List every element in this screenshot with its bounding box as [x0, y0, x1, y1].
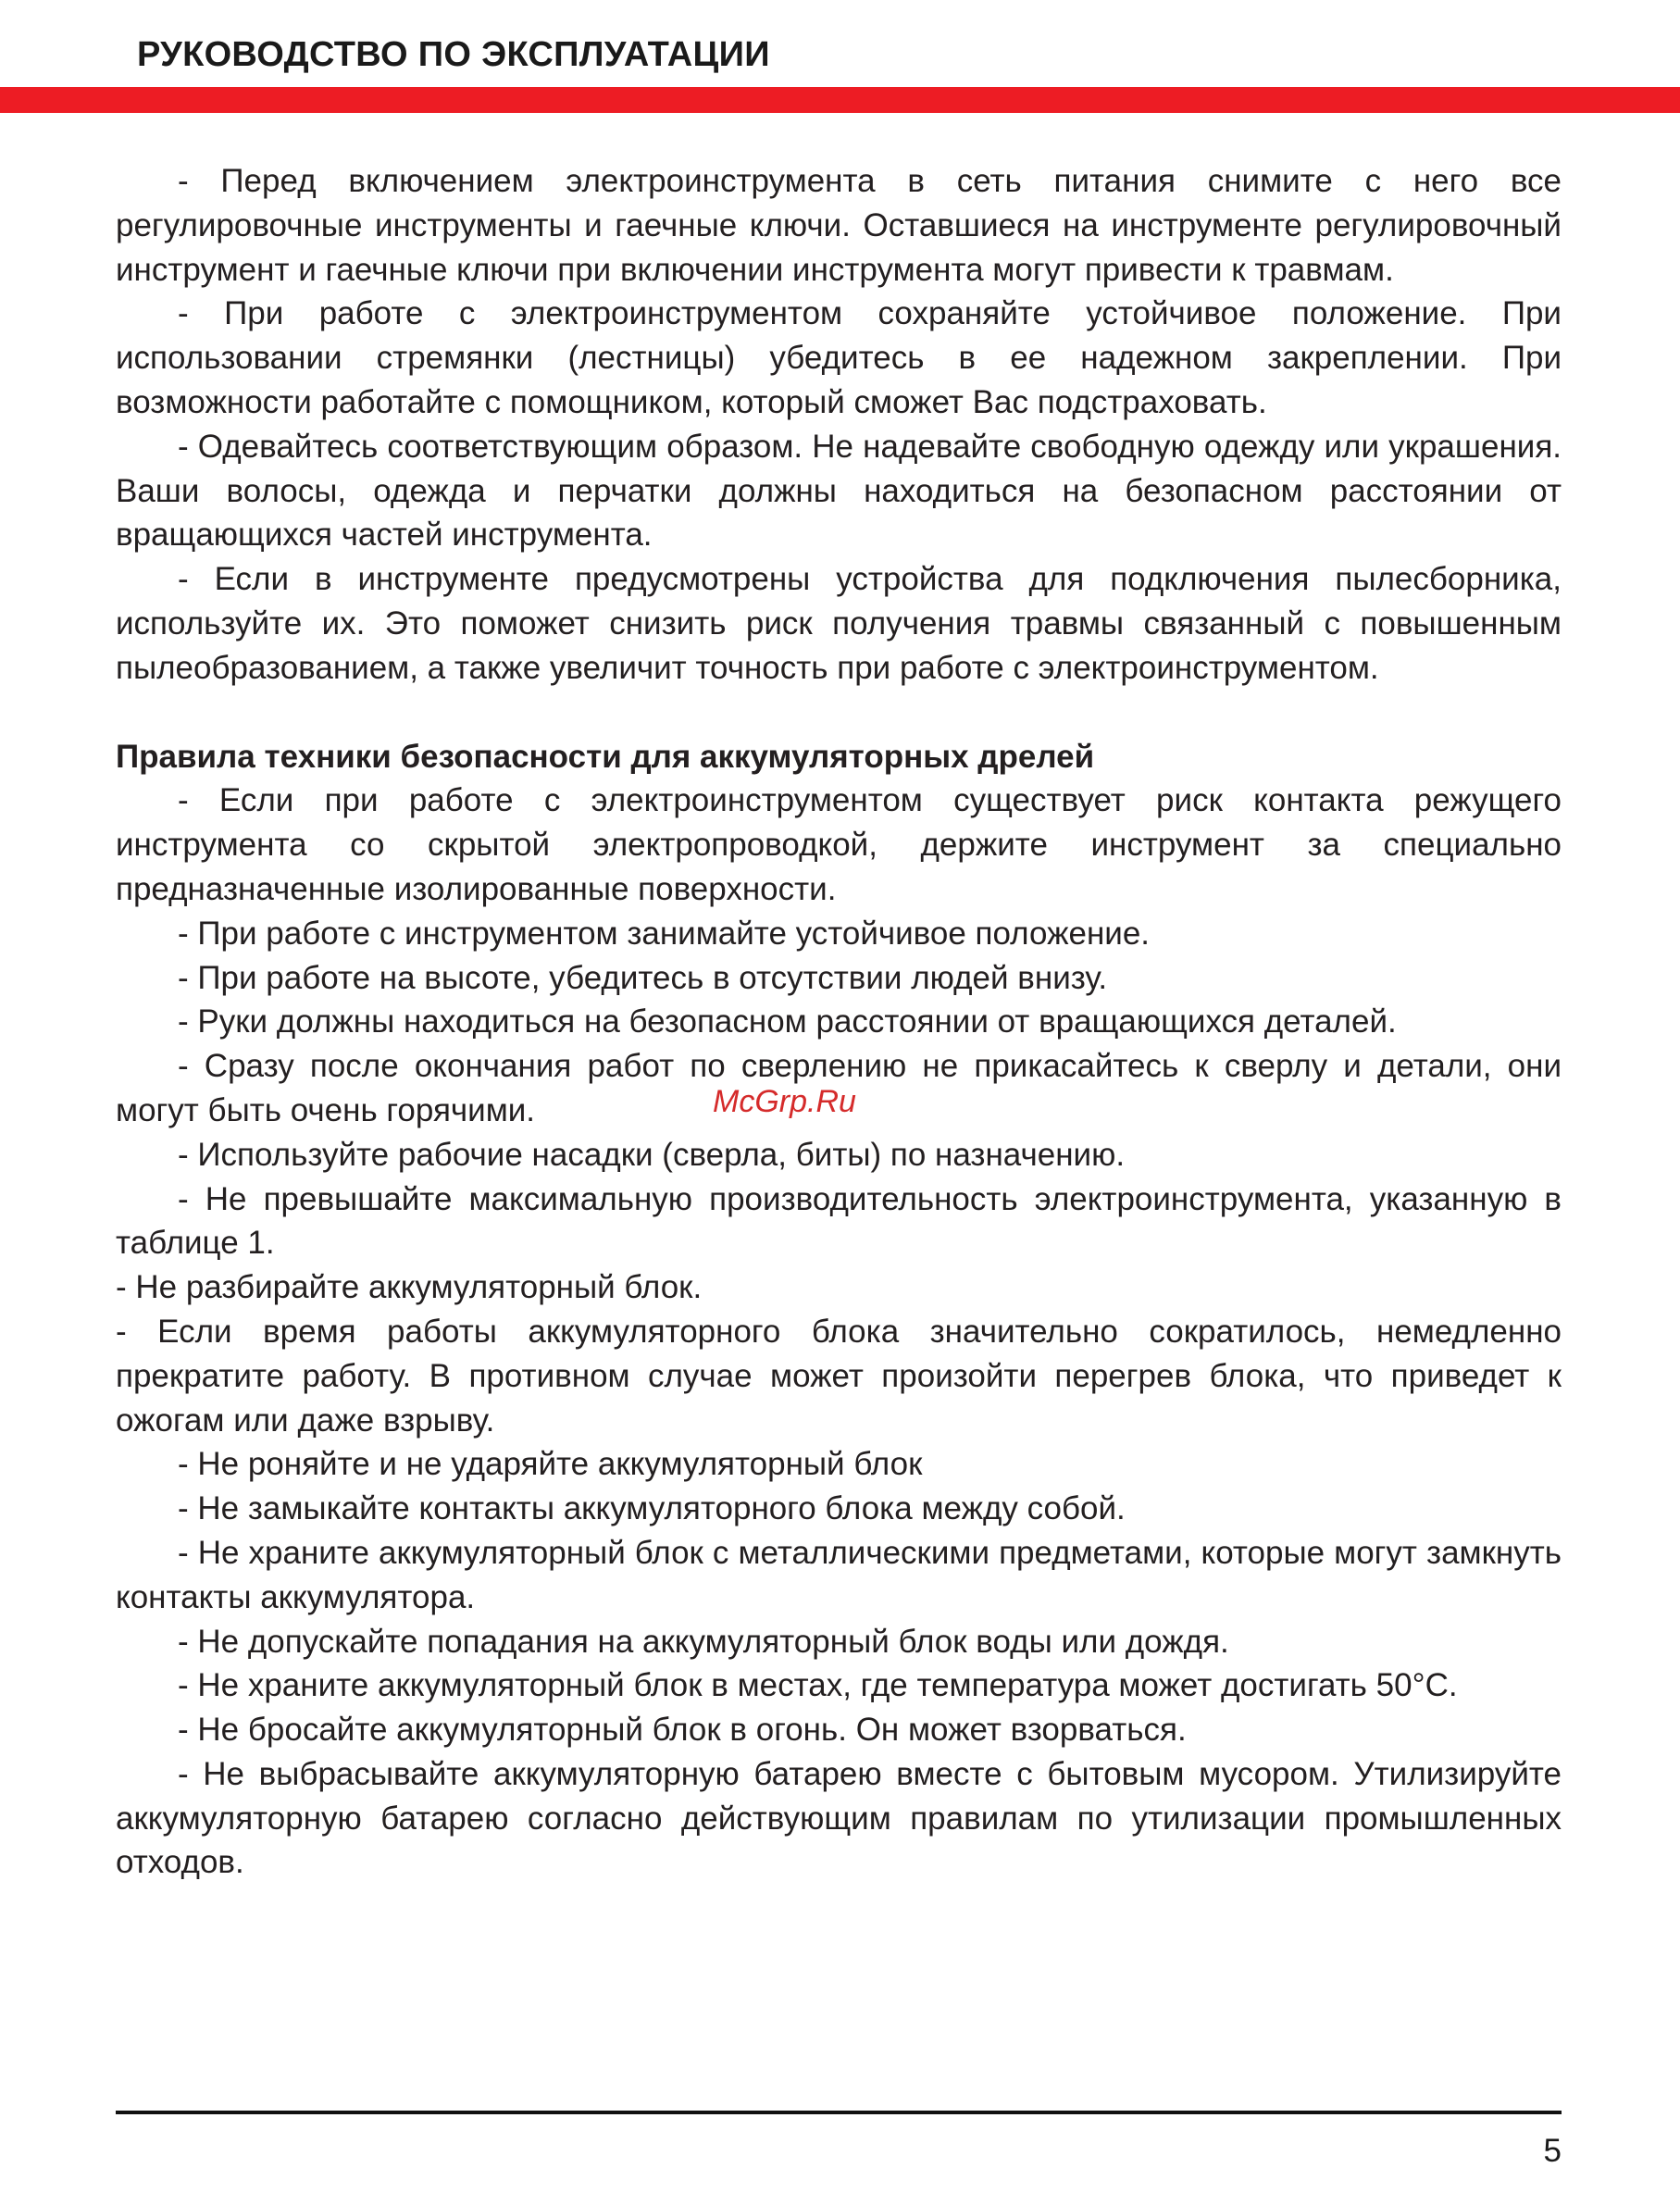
paragraph: - Не бросайте аккумуляторный блок в огонь. Он может взорваться.: [178, 1712, 1187, 1749]
paragraph: - Руки должны находиться на безопасном расстоянии от вращающихся деталей.: [178, 1003, 1397, 1040]
paragraph: - Перед включением электроинструмента в сеть питания снимите с него все регулировочные инструменты и гаечные ключи. Оставшиеся на инструменте регулировочный инструмент и гаечные ключи при включении инструмента могут привести к травмам.: [116, 163, 1562, 288]
page-header-title: РУКОВОДСТВО ПО ЭКСПЛУАТАЦИИ: [137, 35, 770, 74]
paragraph: - Если время работы аккумуляторного блока значительно сократилось, немедленно прекратите работу. В противном случае может произойти перегрев блока, что приведет к ожогам или даже взрыву.: [116, 1313, 1562, 1439]
section-heading: Правила техники безопасности для аккумуляторных дрелей: [116, 738, 1095, 775]
paragraph: - Не замыкайте контакты аккумуляторного блока между собой.: [178, 1490, 1126, 1527]
paragraph: - При работе на высоте, убедитесь в отсутствии людей внизу.: [178, 959, 1108, 996]
paragraph: - Не разбирайте аккумуляторный блок.: [116, 1269, 703, 1306]
paragraph: - Используйте рабочие насадки (сверла, биты) по назначению.: [178, 1136, 1126, 1173]
paragraph: - При работе с инструментом занимайте устойчивое положение.: [178, 915, 1151, 952]
header-red-band: [0, 87, 1680, 113]
paragraph: - Если в инструменте предусмотрены устройства для подключения пылесборника, используйте их. Это поможет снизить риск получения травмы связанный с повышенным пылеобразованием, а также увеличит точность при работе с электроинструментом.: [116, 561, 1562, 686]
paragraph: - Не превышайте максимальную производительность электроинструмента, указанную в таблице 1.: [116, 1180, 1562, 1262]
paragraph: - Не допускайте попадания на аккумуляторный блок воды или дождя.: [178, 1623, 1229, 1660]
paragraph: - Не выбрасывайте аккумуляторную батарею вместе с бытовым мусором. Утилизируйте аккумуляторную батарею согласно действующим правилам по утилизации промышленных отходов.: [116, 1755, 1562, 1881]
paragraph: - Одевайтесь соответствующим образом. Не надевайте свободную одежду или украшения. Ваши волосы, одежда и перчатки должны находиться на безопасном расстоянии от вращающихся частей инструмента.: [116, 428, 1562, 554]
paragraph: - При работе с электроинструментом сохраняйте устойчивое положение. При использовании стремянки (лестницы) убедитесь в ее надежном закреплении. При возможности работайте с помощником, который сможет Вас подстраховать.: [116, 295, 1562, 420]
section-spacer: [116, 691, 1562, 735]
paragraph: - Сразу после окончания работ по сверлению не прикасайтесь к сверлу и детали, они могут быть очень горячими.: [116, 1048, 1562, 1128]
document-body: [116, 159, 1562, 1885]
paragraph: - Не роняйте и не ударяйте аккумуляторный блок: [178, 1446, 923, 1483]
page-number: 5: [1543, 2133, 1562, 2169]
paragraph: - Если при работе с электроинструментом существует риск контакта режущего инструмента со скрытой электропроводкой, держите инструмент за специально предназначенные изолированные поверхности.: [116, 782, 1562, 907]
watermark: McGrp.Ru: [713, 1084, 856, 1119]
paragraph: - Не храните аккумуляторный блок с металлическими предметами, которые могут замкнуть контакты аккумулятора.: [116, 1534, 1562, 1615]
footer-divider: [116, 2111, 1562, 2114]
paragraph: - Не храните аккумуляторный блок в местах, где температура может достигать 50°С.: [178, 1667, 1458, 1704]
